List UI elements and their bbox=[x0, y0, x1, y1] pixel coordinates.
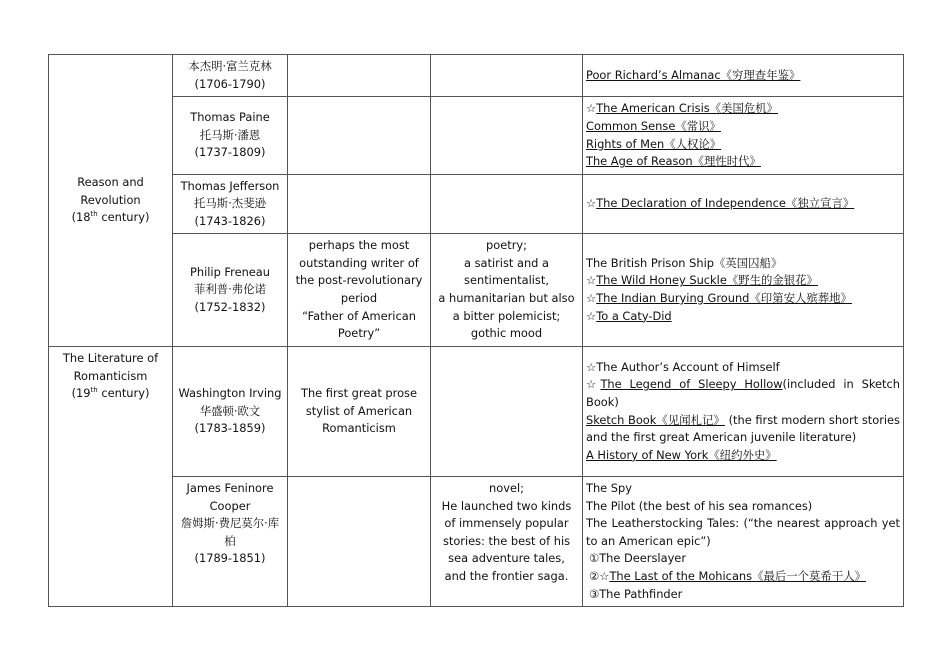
status-irving: The first great prose stylist of American Romanticism bbox=[288, 347, 431, 477]
works-paine bbox=[583, 97, 904, 175]
table-row bbox=[49, 55, 904, 97]
work-link[interactable]: The Last of the Mohicans《最后一个莫希干人》 bbox=[609, 568, 866, 583]
period-romanticism: The Literature of Romanticism (19th century) bbox=[49, 347, 173, 607]
table-row bbox=[49, 175, 904, 234]
author-franklin: 本杰明·富兰克林 (1706-1790) bbox=[173, 55, 288, 97]
status-cell bbox=[288, 175, 431, 234]
work-link[interactable]: Poor Richard’s Almanac《穷理查年鉴》 bbox=[586, 67, 801, 82]
work-link[interactable]: Rights of Men《人权论》 bbox=[586, 136, 722, 151]
author-cooper: James Feninore Cooper 詹姆斯·费尼莫尔·库 柏 (1789-1851) bbox=[173, 477, 288, 607]
table-row bbox=[49, 97, 904, 175]
table-row bbox=[49, 477, 904, 607]
star-icon: ☆ bbox=[586, 377, 601, 392]
features-cell bbox=[431, 97, 583, 175]
work-link[interactable]: The Legend of Sleepy Hollow bbox=[600, 377, 783, 392]
features-freneau: poetry; a satirist and a sentimentalist, a humanitarian but also a bitter polemicist; gothic mood bbox=[431, 234, 583, 347]
star-icon: ☆ bbox=[586, 101, 597, 116]
star-icon: ☆ bbox=[586, 196, 597, 211]
star-icon: ☆ bbox=[586, 273, 597, 288]
work-link[interactable]: The Wild Honey Suckle《野生的金银花》 bbox=[596, 273, 818, 288]
status-cell bbox=[288, 477, 431, 607]
author-irving: Washington Irving 华盛顿·欧文 (1783-1859) bbox=[173, 347, 288, 477]
author-freneau: Philip Freneau 菲利普·弗伦诺 (1752-1832) bbox=[173, 234, 288, 347]
works-irving: ☆The Author’s Account of Himself ☆The Legend of Sleepy Hollow(included in Sketch Book) Sketch Book《见闻札记》 (the first modern short stories and the first great American juvenile literature) A History of New York《纽约外史》 bbox=[583, 347, 904, 477]
work-link[interactable]: The American Crisis《美国危机》 bbox=[596, 101, 779, 116]
work-link[interactable]: Sketch Book《见闻札记》 bbox=[586, 412, 725, 427]
status-freneau: perhaps the most outstanding writer of the post-revolutionary period “Father of American Poetry” bbox=[288, 234, 431, 347]
literature-table bbox=[48, 54, 904, 607]
features-cell bbox=[431, 175, 583, 234]
works-cooper: The Spy The Pilot (the best of his sea romances) The Leatherstocking Tales: (“the nearest approach yet to an American epic”) ①The Deerslayer ②☆The Last of the Mohicans《最后一个莫希干人》 ③The Pathfinder bbox=[583, 477, 904, 607]
star-icon: ☆ bbox=[586, 308, 597, 323]
status-cell bbox=[288, 55, 431, 97]
work-link[interactable]: Common Sense《常识》 bbox=[586, 118, 721, 133]
star-icon: ☆ bbox=[586, 291, 597, 305]
work-link[interactable]: A History of New York《纽约外史》 bbox=[586, 447, 777, 462]
table-row bbox=[49, 234, 904, 347]
work-link[interactable]: The Indian Burying Ground《印第安人殡葬地》 bbox=[596, 291, 852, 305]
table-row bbox=[49, 347, 904, 477]
works-franklin bbox=[583, 55, 904, 97]
author-jefferson: Thomas Jefferson 托马斯·杰斐逊 (1743-1826) bbox=[173, 175, 288, 234]
works-freneau: The British Prison Ship《英国囚船》 ☆The Wild Honey Suckle《野生的金银花》 ☆The Indian Burying Ground《印第安人殡葬地》 ☆To a Caty-Did bbox=[583, 234, 904, 347]
author-paine: Thomas Paine 托马斯·潘恩 (1737-1809) bbox=[173, 97, 288, 175]
works-jefferson bbox=[583, 175, 904, 234]
status-cell bbox=[288, 97, 431, 175]
features-cooper: novel; He launched two kinds of immensely popular stories: the best of his sea adventure tales, and the frontier saga. bbox=[431, 477, 583, 607]
period-reason: Reason and Revolution (18th century) bbox=[49, 55, 173, 347]
features-cell bbox=[431, 55, 583, 97]
work-link[interactable]: To a Caty-Did bbox=[596, 308, 672, 323]
features-cell bbox=[431, 347, 583, 477]
work-link[interactable]: The Declaration of Independence《独立宣言》 bbox=[596, 196, 855, 211]
work-link[interactable]: The Age of Reason《理性时代》 bbox=[586, 154, 761, 169]
